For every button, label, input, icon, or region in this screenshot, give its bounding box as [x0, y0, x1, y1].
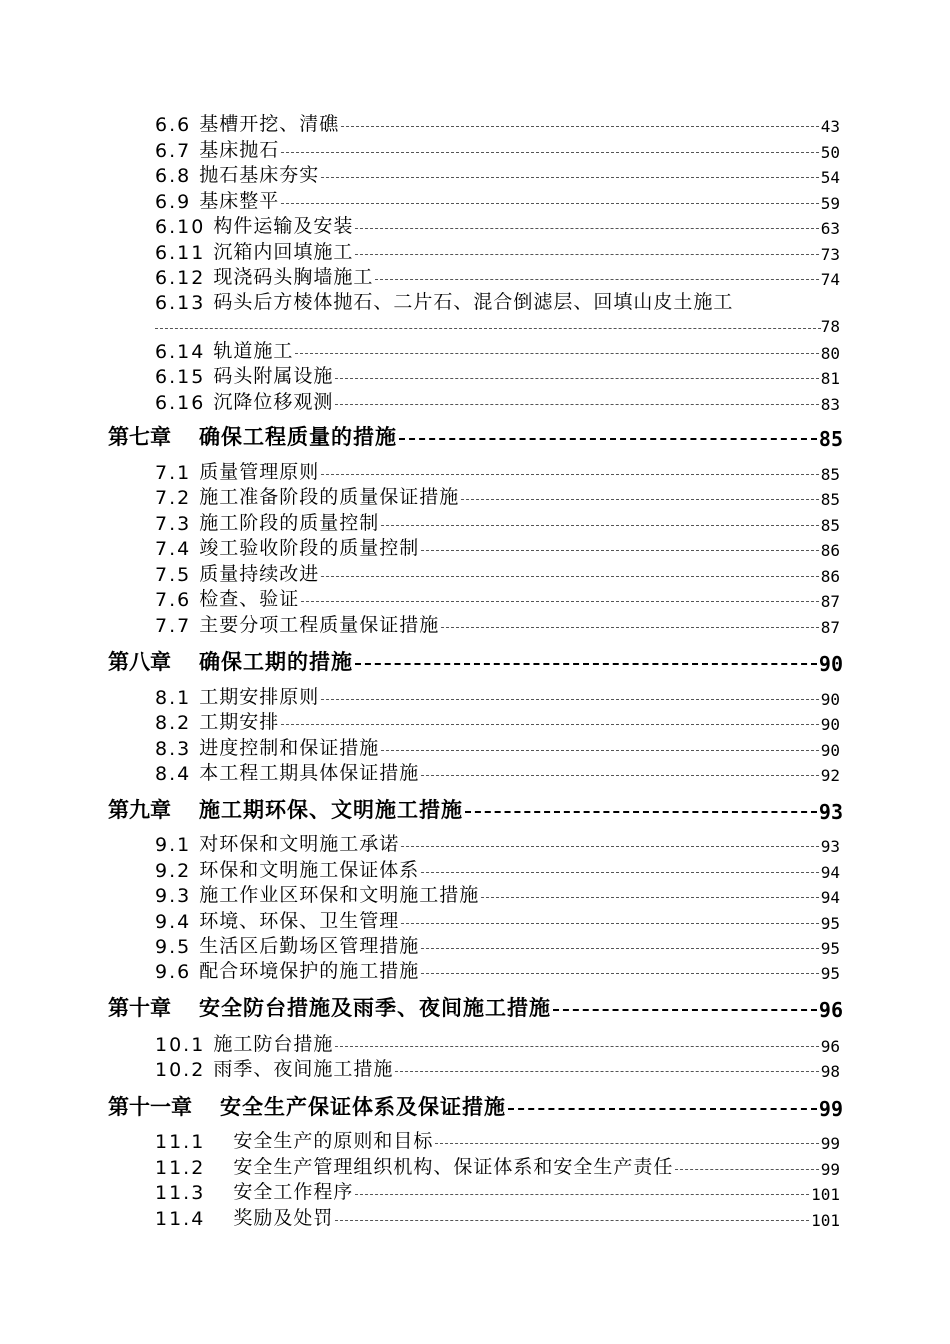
page-number: 54 [820, 168, 840, 187]
section-number: 10.1 [155, 1034, 206, 1056]
section-number: 7.3 [155, 513, 192, 535]
section-title: 抛石基床夯实 [199, 164, 320, 186]
page-number: 63 [820, 219, 840, 238]
section-title: 检查、验证 [199, 588, 300, 610]
page-number: 95 [820, 964, 840, 983]
page-number: 95 [820, 914, 840, 933]
section-number: 9.2 [155, 860, 192, 882]
toc-chapter-9[interactable] [108, 794, 843, 824]
page-number: 92 [820, 766, 840, 785]
page-number: 94 [820, 888, 840, 907]
dot-leader [321, 684, 819, 709]
chapter-number: 第十章 [108, 996, 171, 1020]
dot-leader [675, 1154, 818, 1179]
page-number: 90 [820, 690, 840, 709]
dot-leader [461, 484, 819, 509]
toc-entry[interactable] [155, 1056, 840, 1081]
section-number: 7.4 [155, 538, 192, 560]
dot-leader [381, 735, 819, 760]
section-number: 6.13 [155, 292, 206, 314]
page-number: 99 [818, 1097, 843, 1121]
page-number: 87 [820, 618, 840, 637]
dot-leader [553, 992, 817, 1022]
toc-entry[interactable] [155, 535, 840, 560]
section-title: 轨道施工 [213, 340, 294, 362]
dot-leader [281, 709, 819, 734]
section-number: 7.2 [155, 487, 192, 509]
section-title: 环保和文明施工保证体系 [199, 859, 420, 881]
section-title: 码头附属设施 [213, 365, 334, 387]
dot-leader [465, 794, 817, 824]
toc-entry[interactable] [155, 612, 840, 637]
dot-leader [335, 389, 818, 414]
chapter-title: 确保工程质量的措施 [199, 425, 397, 449]
dot-leader [375, 264, 818, 289]
section-number: 11.4 [155, 1208, 206, 1230]
toc-entry[interactable] [155, 459, 840, 484]
section-number: 7.6 [155, 589, 192, 611]
section-number: 6.9 [155, 191, 192, 213]
chapter-title: 安全防台措施及雨季、夜间施工措施 [199, 996, 551, 1020]
section-title: 环境、环保、卫生管理 [199, 910, 400, 932]
section-number: 11.3 [155, 1182, 206, 1204]
section-number: 6.7 [155, 140, 192, 162]
section-title: 工期安排 [199, 711, 280, 733]
section-title: 生活区后勤场区管理措施 [199, 935, 420, 957]
toc-entry[interactable] [155, 239, 840, 264]
section-number: 8.2 [155, 712, 192, 734]
section-number: 9.1 [155, 834, 192, 856]
section-title: 工期安排原则 [199, 686, 320, 708]
toc-entry[interactable] [155, 933, 840, 958]
toc-entry[interactable] [155, 389, 840, 414]
section-title: 安全工作程序 [233, 1181, 354, 1203]
toc-entry[interactable] [155, 1031, 840, 1056]
toc-entry[interactable] [155, 561, 840, 586]
dot-leader [341, 111, 819, 136]
page-number: 93 [818, 800, 843, 824]
dot-leader [421, 933, 819, 958]
toc-entry[interactable] [155, 831, 840, 856]
section-number: 6.6 [155, 114, 192, 136]
dot-leader [508, 1091, 817, 1121]
dot-leader [481, 882, 819, 907]
page-number: 83 [820, 395, 840, 414]
toc-entry[interactable] [155, 908, 840, 933]
toc-entry[interactable] [155, 882, 840, 907]
toc-entry[interactable] [155, 857, 840, 882]
section-title: 竣工验收阶段的质量控制 [199, 537, 420, 559]
section-title: 主要分项工程质量保证措施 [199, 614, 440, 636]
section-title: 沉降位移观测 [213, 391, 334, 413]
toc-entry-continuation[interactable] [155, 314, 840, 336]
toc-chapter-8[interactable] [108, 646, 843, 676]
dot-leader [395, 1056, 818, 1081]
page-number: 74 [820, 270, 840, 289]
toc-chapter-11[interactable] [108, 1091, 843, 1121]
page-number: 86 [820, 541, 840, 560]
dot-leader [381, 510, 819, 535]
section-number: 7.5 [155, 564, 192, 586]
section-title: 基床整平 [199, 190, 280, 212]
dot-leader [335, 1205, 809, 1230]
section-title: 对环保和文明施工承诺 [199, 833, 400, 855]
section-title: 质量管理原则 [199, 461, 320, 483]
page-number: 80 [820, 344, 840, 363]
dot-leader [335, 1031, 818, 1056]
toc-entry[interactable] [155, 1179, 840, 1204]
section-number: 7.7 [155, 615, 192, 637]
section-title: 雨季、夜间施工措施 [213, 1058, 394, 1080]
page-number: 81 [820, 369, 840, 388]
section-title: 基床抛石 [199, 139, 280, 161]
page-number: 87 [820, 592, 840, 611]
section-title: 施工防台措施 [213, 1033, 334, 1055]
section-title: 码头后方棱体抛石、二片石、混合倒滤层、回填山皮土施工 [213, 291, 734, 313]
section-number: 8.4 [155, 763, 192, 785]
section-title: 施工准备阶段的质量保证措施 [199, 486, 460, 508]
dot-leader [435, 1128, 818, 1153]
toc-entry[interactable] [155, 735, 840, 760]
page-number: 95 [820, 939, 840, 958]
toc-entry[interactable] [155, 1128, 840, 1153]
chapter-title: 确保工期的措施 [199, 650, 353, 674]
dot-leader [321, 561, 819, 586]
page-number: 90 [818, 652, 843, 676]
toc-entry[interactable] [155, 510, 840, 535]
page-number: 85 [820, 465, 840, 484]
toc-entry[interactable] [155, 709, 840, 734]
section-number: 8.3 [155, 738, 192, 760]
page-number: 99 [820, 1160, 840, 1179]
toc-entry[interactable] [155, 338, 840, 363]
toc-entry[interactable] [155, 484, 840, 509]
section-title: 施工阶段的质量控制 [199, 512, 380, 534]
page-number: 90 [820, 741, 840, 760]
dot-leader [321, 162, 819, 187]
dot-leader [355, 646, 817, 676]
toc-entry[interactable] [155, 958, 840, 983]
section-title: 配合环境保护的施工措施 [199, 960, 420, 982]
section-number: 6.11 [155, 242, 206, 264]
dot-leader [421, 958, 819, 983]
page-number: 73 [820, 245, 840, 264]
page-number: 96 [818, 998, 843, 1022]
dot-leader [401, 831, 819, 856]
toc-entry[interactable] [155, 137, 840, 162]
section-title: 奖励及处罚 [233, 1207, 334, 1229]
dot-leader [335, 363, 818, 388]
section-title: 构件运输及安装 [213, 215, 354, 237]
section-number: 11.1 [155, 1131, 206, 1153]
toc-entry[interactable] [155, 684, 840, 709]
page-number: 50 [820, 143, 840, 162]
section-number: 6.10 [155, 216, 206, 238]
section-number: 11.2 [155, 1157, 206, 1179]
section-number: 9.3 [155, 885, 192, 907]
page-number: 96 [820, 1037, 840, 1056]
dot-leader [301, 586, 819, 611]
section-title: 安全生产管理组织机构、保证体系和安全生产责任 [233, 1156, 674, 1178]
chapter-number: 第十一章 [108, 1095, 192, 1119]
dot-leader [399, 421, 817, 451]
section-title: 安全生产的原则和目标 [233, 1130, 434, 1152]
chapter-number: 第九章 [108, 798, 171, 822]
toc-entry-wrapped[interactable] [155, 289, 840, 314]
page-number: 101 [811, 1185, 840, 1204]
section-number: 9.5 [155, 936, 192, 958]
section-title: 进度控制和保证措施 [199, 737, 380, 759]
page-number: 98 [820, 1062, 840, 1081]
section-title: 施工作业区环保和文明施工措施 [199, 884, 480, 906]
section-number: 6.8 [155, 165, 192, 187]
toc-entry[interactable] [155, 1205, 840, 1230]
dot-leader [295, 338, 818, 363]
toc-entry[interactable] [155, 162, 840, 187]
dot-leader [401, 908, 819, 933]
toc-entry[interactable] [155, 1154, 840, 1179]
section-title: 基槽开挖、清礁 [199, 113, 340, 135]
page-number: 59 [820, 194, 840, 213]
dot-leader [281, 188, 819, 213]
dot-leader [421, 857, 819, 882]
section-number: 6.15 [155, 366, 206, 388]
chapter-title: 施工期环保、文明施工措施 [199, 798, 463, 822]
toc-entry[interactable] [155, 760, 840, 785]
page-number: 85 [820, 490, 840, 509]
page-number: 85 [820, 516, 840, 535]
section-number: 6.14 [155, 341, 206, 363]
toc-chapter-10[interactable] [108, 992, 843, 1022]
dot-leader [441, 612, 819, 637]
toc-entry[interactable] [155, 586, 840, 611]
section-number: 7.1 [155, 462, 192, 484]
page-number: 93 [820, 837, 840, 856]
page-number: 99 [820, 1134, 840, 1153]
dot-leader [355, 1179, 809, 1204]
chapter-number: 第八章 [108, 650, 171, 674]
dot-leader [321, 459, 819, 484]
section-number: 6.12 [155, 267, 206, 289]
page-number: 90 [820, 715, 840, 734]
page-number: 78 [820, 317, 840, 336]
section-number: 6.16 [155, 392, 206, 414]
toc-entry[interactable] [155, 363, 840, 388]
dot-leader [281, 137, 819, 162]
dot-leader [355, 239, 818, 264]
toc-entry[interactable] [155, 213, 840, 238]
chapter-title: 安全生产保证体系及保证措施 [220, 1095, 506, 1119]
page-number: 85 [818, 427, 843, 451]
dot-leader [355, 213, 818, 238]
section-number: 9.4 [155, 911, 192, 933]
section-title: 质量持续改进 [199, 563, 320, 585]
toc-entry[interactable] [155, 264, 840, 289]
section-title: 沉箱内回填施工 [213, 241, 354, 263]
toc-chapter-7[interactable] [108, 421, 843, 451]
section-title: 现浇码头胸墙施工 [213, 266, 374, 288]
page-number: 101 [811, 1211, 840, 1230]
dot-leader [421, 535, 819, 560]
page-number: 94 [820, 863, 840, 882]
dot-leader [421, 760, 819, 785]
toc-entry[interactable] [155, 188, 840, 213]
section-title: 本工程工期具体保证措施 [199, 762, 420, 784]
dot-leader [155, 314, 821, 336]
toc-entry[interactable] [155, 111, 840, 136]
section-number: 10.2 [155, 1059, 206, 1081]
section-number: 9.6 [155, 961, 192, 983]
chapter-number: 第七章 [108, 425, 171, 449]
page-number: 43 [820, 117, 840, 136]
section-number: 8.1 [155, 687, 192, 709]
page-number: 86 [820, 567, 840, 586]
